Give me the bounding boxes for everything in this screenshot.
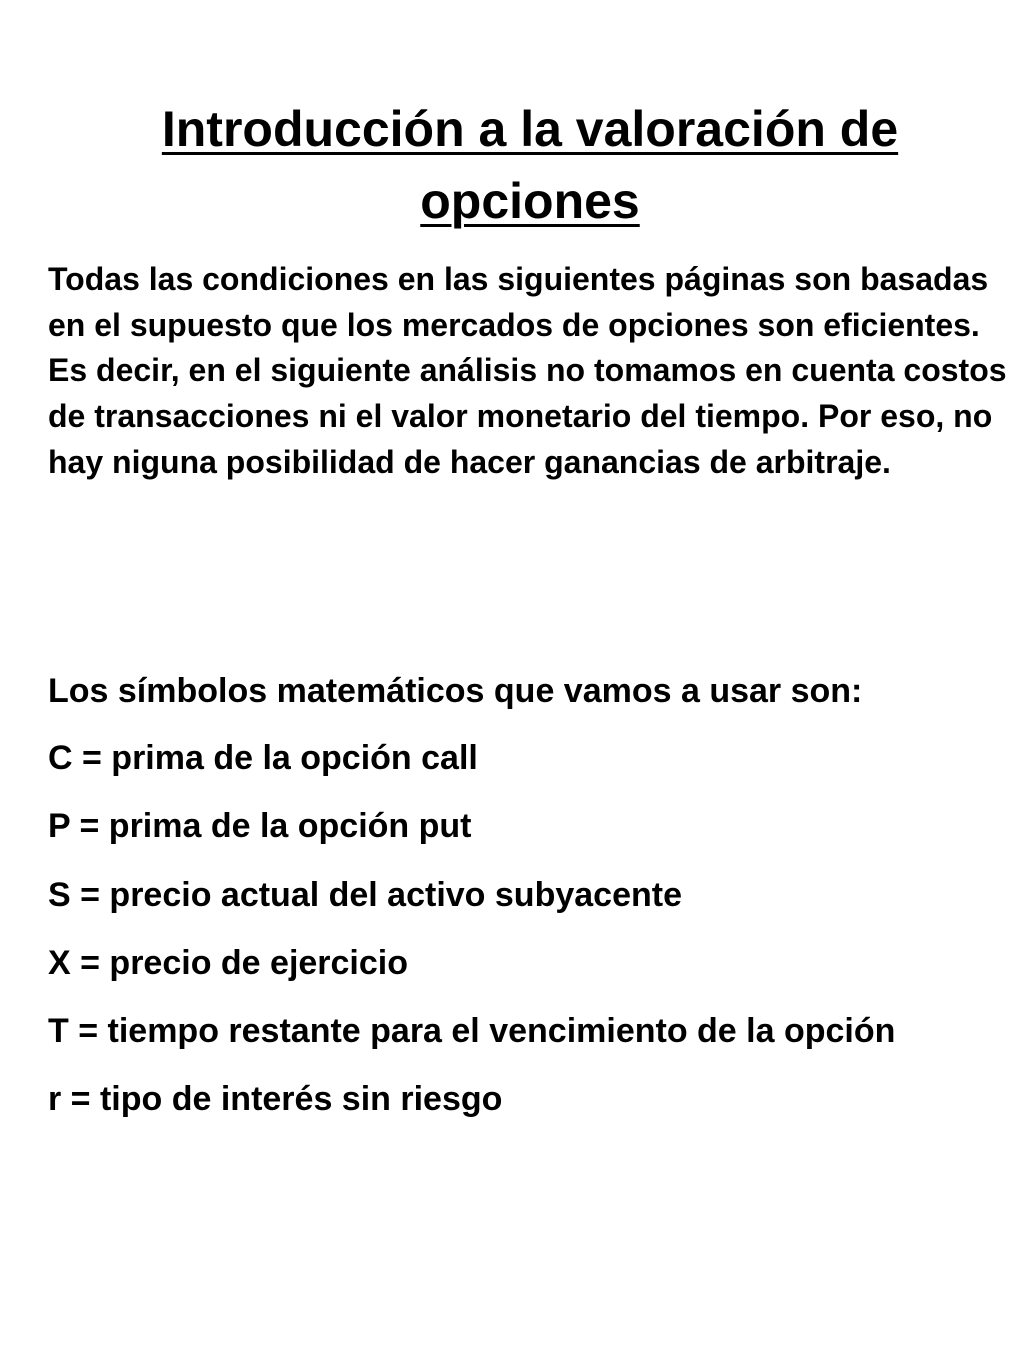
symbol-r: r = tipo de interés sin riesgo [48, 1080, 503, 1119]
symbol-t: T = tiempo restante para el vencimiento de la opción [48, 1012, 896, 1051]
symbol-p: P = prima de la opción put [48, 807, 472, 846]
title-line-1: Introducción a la valoración de [161, 101, 899, 157]
intro-paragraph: Todas las condiciones en las siguientes páginas son basadas en el supuesto que los mercados de opciones son eficientes. Es decir, en el siguiente análisis no tomamos en cuenta costos de transacciones ni el valor monetario del tiempo. Por eso, no hay niguna posibilidad de hacer ganancias de arbitraje. [48, 261, 1007, 480]
page-title [40, 93, 1020, 237]
title-line-2: opciones [420, 173, 640, 229]
symbol-list [48, 734, 1018, 1144]
symbols-heading: Los símbolos matemáticos que vamos a usar son: [48, 672, 863, 710]
symbol-x: X = precio de ejercicio [48, 943, 409, 982]
symbol-s: S = precio actual del activo subyacente [48, 875, 682, 914]
symbol-c: C = prima de la opción call [48, 739, 478, 777]
